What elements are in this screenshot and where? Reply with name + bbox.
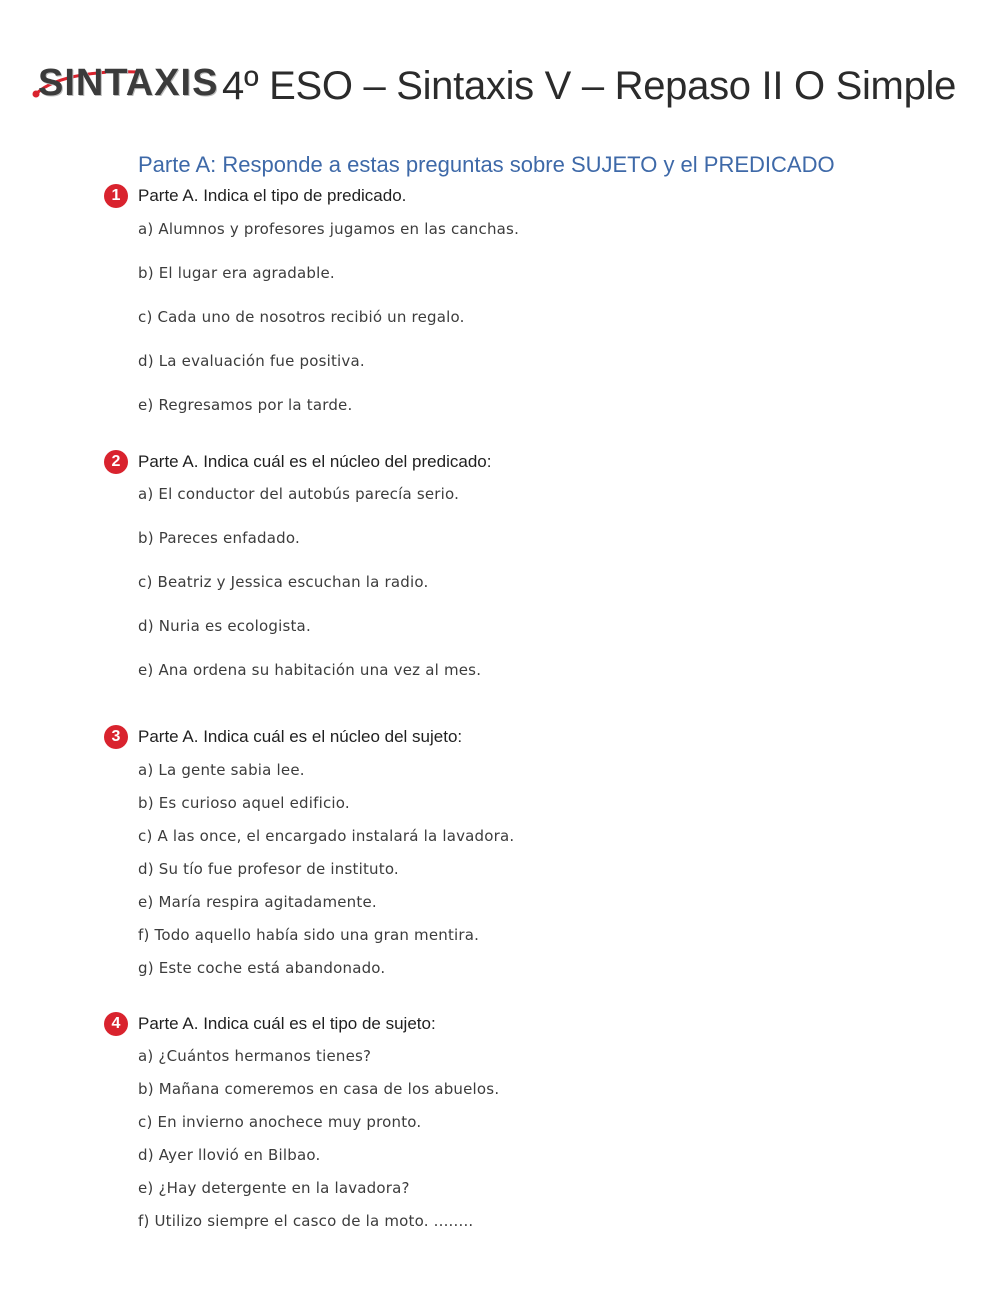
sintaxis-logo xyxy=(30,56,219,116)
list-item: f) Todo aquello había sido una gran mentira. xyxy=(138,926,480,944)
question-header xyxy=(104,183,964,209)
number-badge: 4 xyxy=(104,1012,128,1036)
list-item: a) El conductor del autobús parecía serio. xyxy=(138,485,460,503)
list-item: a) Alumnos y profesores jugamos en las canchas. xyxy=(138,220,520,238)
number-badge: 2 xyxy=(104,450,128,474)
question-title: Parte A. Indica el tipo de predicado. xyxy=(138,186,407,205)
question-header xyxy=(104,724,964,750)
question-4 xyxy=(104,1011,964,1241)
question-3 xyxy=(104,724,964,984)
question-title: Parte A. Indica cuál es el tipo de sujeto: xyxy=(138,1014,436,1033)
list-item: e) Regresamos por la tarde. xyxy=(138,396,353,414)
list-item: a) La gente sabia lee. xyxy=(138,761,305,779)
list-item: c) A las once, el encargado instalará la lavadora. xyxy=(138,827,515,845)
question-header xyxy=(104,1011,964,1037)
number-badge: 1 xyxy=(104,184,128,208)
page-title: 4º ESO – Sintaxis V – Repaso II O Simple xyxy=(222,63,957,108)
list-item: d) La evaluación fue positiva. xyxy=(138,352,365,370)
number-badge: 3 xyxy=(104,725,128,749)
list-item: f) Utilizo siempre el casco de la moto. ........ xyxy=(138,1212,474,1230)
logo-text: SINTAXIS xyxy=(38,62,219,104)
list-item: c) Cada uno de nosotros recibió un regalo. xyxy=(138,308,465,326)
list-item: e) Ana ordena su habitación una vez al mes. xyxy=(138,661,482,679)
list-item: d) Su tío fue profesor de instituto. xyxy=(138,860,399,878)
list-item: c) En invierno anochece muy pronto. xyxy=(138,1113,422,1131)
list-item: e) María respira agitadamente. xyxy=(138,893,377,911)
list-item: b) Mañana comeremos en casa de los abuelos. xyxy=(138,1080,500,1098)
list-item: d) Nuria es ecologista. xyxy=(138,617,311,635)
document-header xyxy=(30,54,956,118)
question-2 xyxy=(104,449,964,689)
list-item: d) Ayer llovió en Bilbao. xyxy=(138,1146,321,1164)
question-1 xyxy=(104,183,964,423)
list-item: a) ¿Cuántos hermanos tienes? xyxy=(138,1047,372,1065)
part-heading: Parte A: Responde a estas preguntas sobre SUJETO y el PREDICADO xyxy=(138,152,835,177)
list-item: g) Este coche está abandonado. xyxy=(138,959,386,977)
question-title: Parte A. Indica cuál es el núcleo del sujeto: xyxy=(138,727,463,746)
list-item: b) Pareces enfadado. xyxy=(138,529,300,547)
list-item: b) El lugar era agradable. xyxy=(138,264,335,282)
question-title: Parte A. Indica cuál es el núcleo del predicado: xyxy=(138,452,492,471)
list-item: c) Beatriz y Jessica escuchan la radio. xyxy=(138,573,429,591)
question-header xyxy=(104,449,964,475)
list-item: e) ¿Hay detergente en la lavadora? xyxy=(138,1179,410,1197)
list-item: b) Es curioso aquel edificio. xyxy=(138,794,350,812)
